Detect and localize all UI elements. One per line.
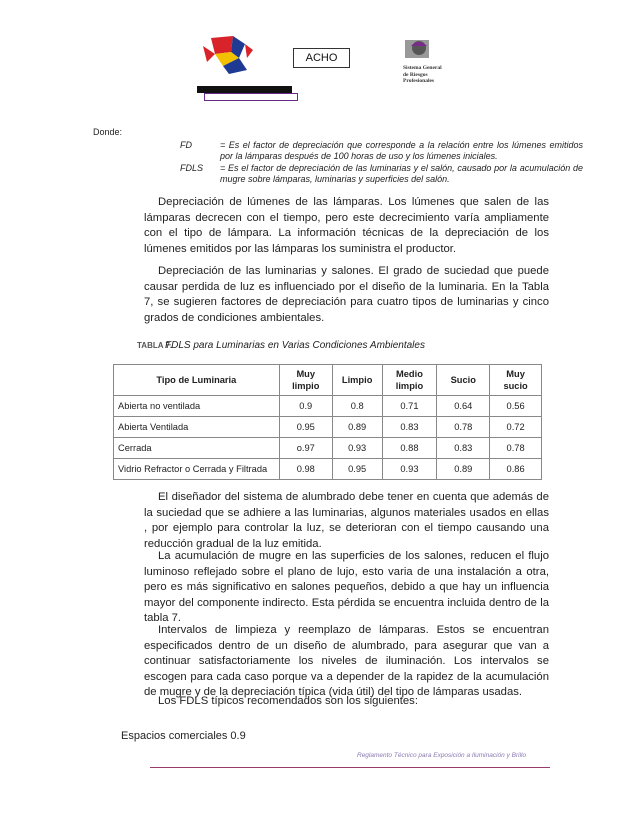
table-header-row	[114, 365, 542, 396]
definition-term-fd: FD	[180, 140, 192, 150]
worker-helmet-icon	[403, 36, 433, 60]
definition-term-fdls: FDLS	[180, 163, 204, 173]
paragraph-designer-note	[144, 490, 549, 552]
column-header: Muy limpio	[279, 365, 332, 396]
column-header: Medio limpio	[382, 365, 437, 396]
table-cell: 0.95	[332, 459, 382, 480]
table-cell: Vidrio Refractor o Cerrada y Filtrada	[114, 459, 280, 480]
paragraph-text: Depreciación de lúmenes de las lámparas. Los lúmenes que salen de las lámparas decrecen con el tiempo, pero este decrecimiento varía ampliamente con el tipo de lámpara. La información técnicas de la depreciación de los lúmenes emitidos por las lámparas los suministra el productor.	[144, 196, 549, 255]
table-cell: o.97	[279, 438, 332, 459]
paragraph-text: La acumulación de mugre en las superficies de los salones, reducen el flujo luminoso reflejado sobre el plano de lujo, esto varia de una instalación a otra, pero es más significativo en salones pequeños, debido a que hay un influencia mayor del componente indirecto. Esta pérdida se encuentra incluida dentro de la tabla 7.	[144, 550, 549, 624]
table-cell: 0.83	[437, 438, 490, 459]
footer-document-title: Reglamento Técnico para Exposición a Iluminación y Brillo	[357, 752, 527, 759]
sistema-riesgos-line-2: de Riesgos	[403, 71, 428, 78]
paragraph-dirt-accumulation	[144, 549, 549, 627]
table-cell: 0.8	[332, 396, 382, 417]
table-cell: 0.89	[332, 417, 382, 438]
table-cell: 0.72	[490, 417, 542, 438]
table-number-label: TABLA 7.	[137, 341, 173, 350]
table-cell: 0.98	[279, 459, 332, 480]
header-box-label: ACHO	[293, 48, 350, 68]
sistema-riesgos-logo	[403, 36, 463, 86]
donde-label: Donde:	[93, 127, 123, 137]
table-cell: 0.78	[490, 438, 542, 459]
definition-text-fdls: = Es el factor de depreciación de las luminarias y el salón, causado por la acumulación de mugre sobre lámparas, luminarias y superficies del salón.	[220, 163, 583, 184]
table-cell: 0.83	[382, 417, 437, 438]
paragraph-cleaning-intervals	[144, 623, 549, 701]
table-row	[114, 417, 542, 438]
sistema-riesgos-line-3: Profesionales	[403, 78, 435, 84]
table-cell: Cerrada	[114, 438, 280, 459]
footer-divider	[150, 767, 550, 768]
table-row	[114, 459, 542, 480]
table-cell: 0.78	[437, 417, 490, 438]
paragraph-lumen-depreciation	[144, 195, 549, 257]
table-cell: 0.93	[382, 459, 437, 480]
paragraph-typical-fdls	[144, 694, 549, 710]
table-cell: 0.71	[382, 396, 437, 417]
table-caption: FDLS para Luminarias en Varias Condiciones Ambientales	[165, 340, 425, 351]
table-cell: 0.88	[382, 438, 437, 459]
column-header: Limpio	[332, 365, 382, 396]
column-header: Muy sucio	[490, 365, 542, 396]
column-header: Sucio	[437, 365, 490, 396]
table-cell: Abierta no ventilada	[114, 396, 280, 417]
table-row	[114, 396, 542, 417]
paragraph-luminaire-depreciation	[144, 264, 549, 326]
table-cell: 0.64	[437, 396, 490, 417]
paragraph-text: Los FDLS típicos recomendados son los siguientes:	[158, 695, 418, 707]
table-cell: 0.89	[437, 459, 490, 480]
table-cell: 0.86	[490, 459, 542, 480]
paragraph-text: Intervalos de limpieza y reemplazo de lámparas. Estos se encuentran especificados dentro de un diseño de alumbrado, para asegurar que van a continuar satisfactoriamente los niveles de iluminación. Los intervalos se escogen para cada caso porque va a depender de la rapidez de la acumulación de mugre y de la depreciación típica (vida útil) del tipo de lámparas usadas.	[144, 624, 549, 698]
table-cell: 0.56	[490, 396, 542, 417]
ministerio-emblem-icon	[193, 30, 293, 86]
table-cell: 0.95	[279, 417, 332, 438]
table-cell: Abierta Ventilada	[114, 417, 280, 438]
fdls-table	[113, 364, 542, 480]
column-header: Tipo de Luminaria	[114, 365, 280, 396]
table-row	[114, 438, 542, 459]
definition-text-fd: = Es el factor de depreciación que corresponde a la relación entre los lúmenes emitidos por la lámparas después de 100 horas de uso y los lúmenes iniciales.	[220, 140, 583, 161]
table-cell: 0.9	[279, 396, 332, 417]
header-black-bar	[197, 86, 292, 93]
commercial-spaces-value: Espacios comerciales 0.9	[121, 730, 246, 742]
paragraph-text: Depreciación de las luminarias y salones. El grado de suciedad que puede causar perdida de luz es influenciado por el diseño de la luminaria. En la Tabla 7, se sugieren factores de depreciación para cuatro tipos de luminarias y cinco grados de condiciones ambientales.	[144, 265, 549, 324]
sistema-riesgos-line-1: Sistema General	[403, 65, 442, 71]
paragraph-text: El diseñador del sistema de alumbrado debe tener en cuenta que además de la suciedad que se adhiere a las luminarias, algunos materiales usados en ellas , por ejemplo para controlar la luz, se deterioran con el tiempo causando una reducción gradual de la luz emitida.	[144, 491, 549, 550]
table-cell: 0.93	[332, 438, 382, 459]
header-purple-bar	[204, 93, 298, 101]
